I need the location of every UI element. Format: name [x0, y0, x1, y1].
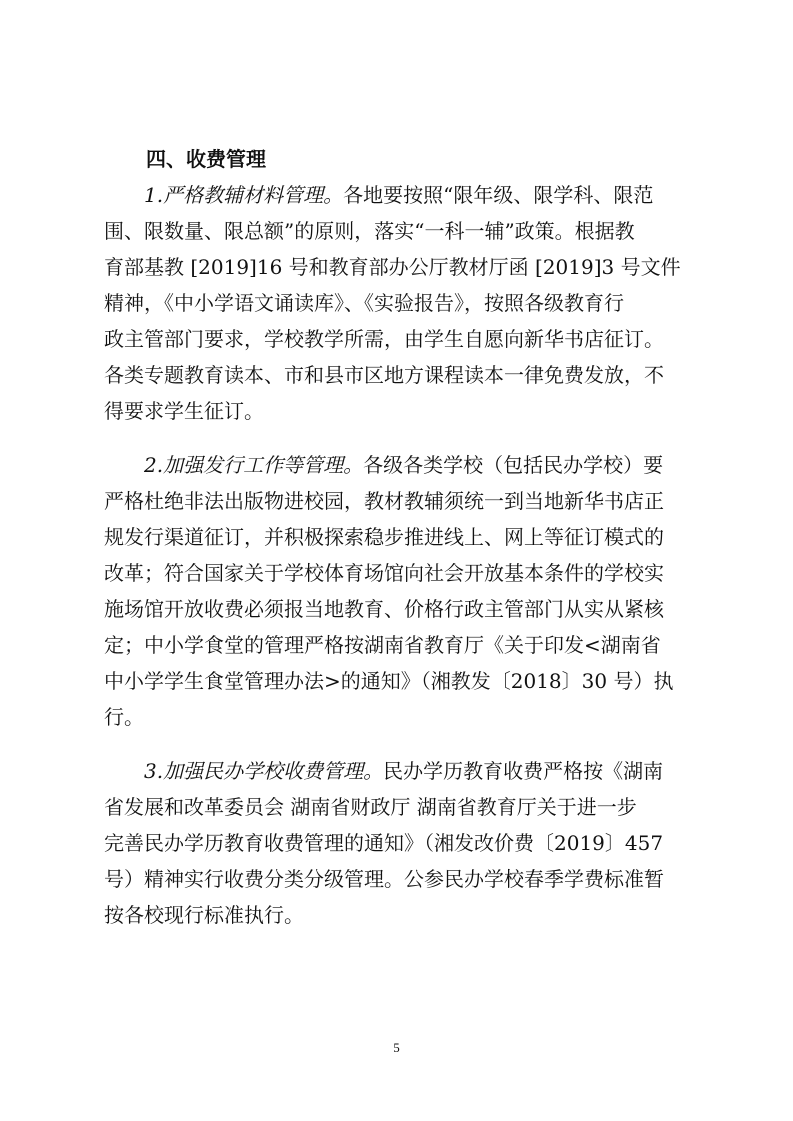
paragraph-line [104, 213, 704, 249]
paragraph-text: 育部基教 [2019]16 号和教育部办公厅教材厅函 [2019]3 号文件 [104, 255, 681, 279]
paragraph-text: 各类专题教育读本、市和县市区地方课程读本一律免费发放，不 [104, 363, 664, 387]
paragraph-line [104, 483, 704, 519]
paragraph-text: 号）精神实行收费分类分级管理。公参民办学校春季学费标准暂 [104, 867, 664, 891]
paragraph-line [104, 447, 704, 483]
paragraph-text: 施场馆开放收费必须报当地教育、价格行政主管部门从实从紧核 [104, 597, 664, 621]
paragraph-textbook-materials [104, 177, 704, 429]
paragraph-lead-heading: 3.加强民办学校收费管理。 [144, 759, 384, 783]
paragraph-line [104, 321, 704, 357]
paragraph-text: 精神，《中小学语文诵读库》、《实验报告》，按照各级教育行 [104, 291, 624, 315]
paragraph-text: 省发展和改革委员会 湖南省财政厅 湖南省教育厅关于进一步 [104, 795, 637, 819]
paragraph-text: 得要求学生征订。 [104, 399, 264, 423]
page-number: 5 [393, 1040, 400, 1055]
paragraph-text: 中小学学生食堂管理办法>的通知》（湘教发〔2018〕30 号）执 [104, 669, 674, 693]
paragraph-line [104, 177, 704, 213]
paragraph-text: 各地要按照“限年级、限学科、限范 [343, 183, 654, 207]
section-heading: 四、收费管理 [146, 147, 266, 171]
paragraph-text: 民办学历教育收费严格按《湖南 [383, 759, 664, 783]
paragraph-line [104, 519, 704, 555]
paragraph-text: 改革；符合国家关于学校体育场馆向社会开放基本条件的学校实 [104, 561, 664, 585]
paragraph-lead-heading: 2.加强发行工作等管理。 [144, 453, 364, 477]
paragraph-line [104, 861, 704, 897]
paragraph-line [104, 789, 704, 825]
paragraph-line [104, 699, 704, 735]
paragraph-text: 按各校现行标准执行。 [104, 903, 304, 927]
paragraph-private-school-fees [104, 753, 704, 933]
paragraph-text: 各级各类学校（包括民办学校）要 [363, 453, 664, 477]
paragraph-line [104, 753, 704, 789]
paragraph-line [104, 591, 704, 627]
paragraph-line [104, 249, 704, 285]
paragraph-text: 围、限数量、限总额”的原则，落实“一科一辅”政策。根据教 [104, 219, 635, 243]
paragraph-line [104, 393, 704, 429]
paragraph-distribution-management [104, 447, 704, 735]
paragraph-line [104, 825, 704, 861]
paragraph-text: 严格杜绝非法出版物进校园，教材教辅须统一到当地新华书店正 [104, 489, 664, 513]
paragraph-text: 政主管部门要求，学校教学所需，由学生自愿向新华书店征订。 [104, 327, 664, 351]
paragraph-line [104, 627, 704, 663]
paragraph-line [104, 285, 704, 321]
paragraph-text: 行。 [104, 705, 144, 729]
paragraph-text: 完善民办学历教育收费管理的通知》（湘发改价费〔2019〕457 [104, 831, 664, 855]
paragraph-line [104, 663, 704, 699]
paragraph-line [104, 897, 704, 933]
paragraph-line [104, 555, 704, 591]
paragraph-text: 规发行渠道征订，并积极探索稳步推进线上、网上等征订模式的 [104, 525, 664, 549]
paragraph-text: 定；中小学食堂的管理严格按湖南省教育厅《关于印发<湖南省 [104, 633, 661, 657]
paragraph-lead-heading: 1.严格教辅材料管理。 [144, 183, 344, 207]
paragraph-line [104, 357, 704, 393]
